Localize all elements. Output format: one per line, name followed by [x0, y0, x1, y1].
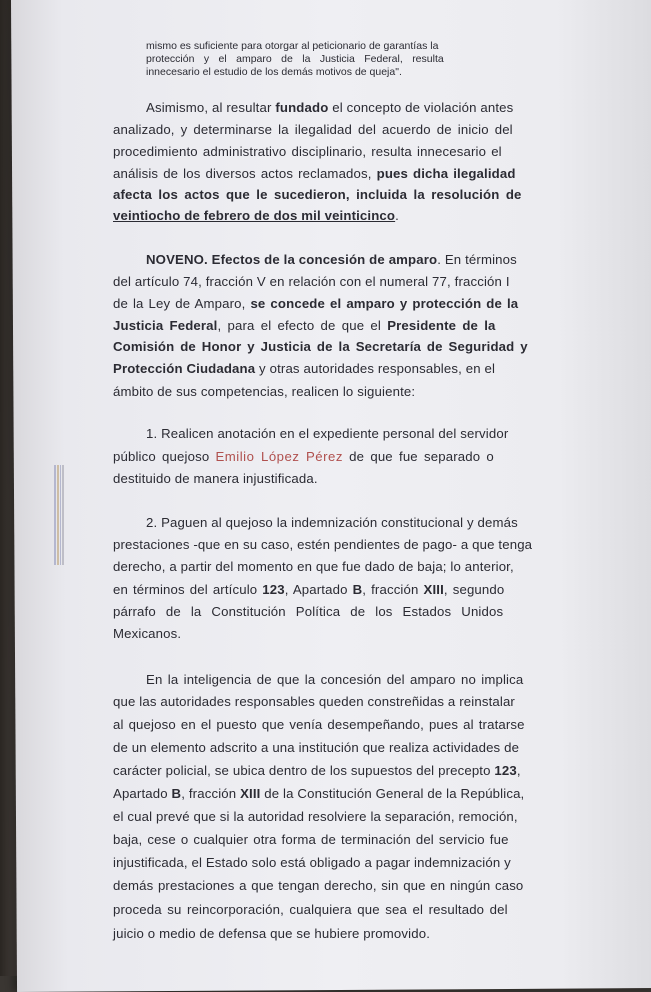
block-quote: [146, 40, 476, 79]
text-line: el cual prevé que si la autoridad resolviere la separación, remoción,: [113, 809, 518, 824]
text-line: juicio o medio de defensa que se hubiere promovido.: [113, 926, 431, 941]
text-line: análisis de los diversos actos reclamados, pues dicha ilegalidad: [113, 166, 516, 181]
text-line: al quejoso en el puesto que venía desempeñando, pues al tratarse: [113, 717, 525, 732]
text-line: Justicia Federal, para el efecto de que el Presidente de la: [113, 318, 496, 333]
text-line: en términos del artículo 123, Apartado B, fracción XIII, segundo: [113, 582, 505, 597]
text-line: destituido de manera injustificada.: [113, 471, 318, 486]
quote-line: innecesario el estudio de los demás motivos de queja".: [146, 66, 402, 78]
text-line: derecho, a partir del momento en que fue dado de baja; lo anterior,: [113, 559, 514, 574]
text-line: Apartado B, fracción XIII de la Constitución General de la República,: [113, 786, 525, 801]
text-line: del artículo 74, fracción V en relación con el numeral 77, fracción I: [113, 274, 510, 289]
quejoso-name: Emilio López Pérez: [215, 449, 343, 464]
text-line: prestaciones -que en su caso, estén pendientes de pago- a que tenga: [113, 537, 533, 552]
quote-line: protección y el amparo de la Justicia Federal, resulta: [146, 53, 444, 65]
text-line: demás prestaciones a que tengan derecho, sin que en ningún caso: [113, 878, 524, 893]
text-line: veintiocho de febrero de dos mil veinticinco.: [113, 208, 399, 223]
text-line: afecta los actos que le sucedieron, incluida la resolución de: [113, 187, 522, 202]
text-line: carácter policial, se ubica dentro de los supuestos del precepto 123,: [113, 763, 521, 778]
text-line: de la Ley de Amparo, se concede el amparo y protección de la: [113, 296, 519, 311]
text-line: procedimiento administrativo disciplinario, resulta innecesario el: [113, 144, 502, 159]
list-item-1: 1. Realicen anotación en el expediente personal del servidor: [146, 426, 509, 441]
quote-line: mismo es suficiente para otorgar al peticionario de garantías la: [146, 40, 439, 52]
text-line: Asimismo, al resultar fundado el concepto de violación antes: [146, 100, 514, 115]
text-line: párrafo de la Constitución Política de los Estados Unidos: [113, 604, 504, 619]
text-line: que las autoridades responsables queden constreñidas a reinstalar: [113, 694, 515, 709]
text-line: analizado, y determinarse la ilegalidad del acuerdo de inicio del: [113, 122, 513, 137]
text-line: público quejoso Emilio López Pérez de que fue separado o: [113, 449, 494, 464]
text-line: ámbito de sus competencias, realicen lo siguiente:: [113, 384, 416, 399]
text-line: En la inteligencia de que la concesión del amparo no implica: [146, 672, 524, 687]
text-line: de un elemento adscrito a una institución que realiza actividades de: [113, 740, 520, 755]
text-line: proceda su reincorporación, cualquiera que sea el resultado del: [113, 902, 508, 917]
text-line: injustificada, el Estado solo está obligado a pagar indemnización y: [113, 855, 511, 870]
text-line: Protección Ciudadana y otras autoridades responsables, en el: [113, 361, 496, 376]
text-line: Comisión de Honor y Justicia de la Secretaría de Seguridad y: [113, 339, 528, 354]
text-line: Mexicanos.: [113, 626, 182, 641]
text-line: baja, cese o cualquier otra forma de terminación del servicio fue: [113, 832, 509, 847]
heading-noveno: NOVENO. Efectos de la concesión de amparo. En términos: [146, 252, 517, 267]
list-item-2: 2. Paguen al quejoso la indemnización constitucional y demás: [146, 515, 518, 530]
